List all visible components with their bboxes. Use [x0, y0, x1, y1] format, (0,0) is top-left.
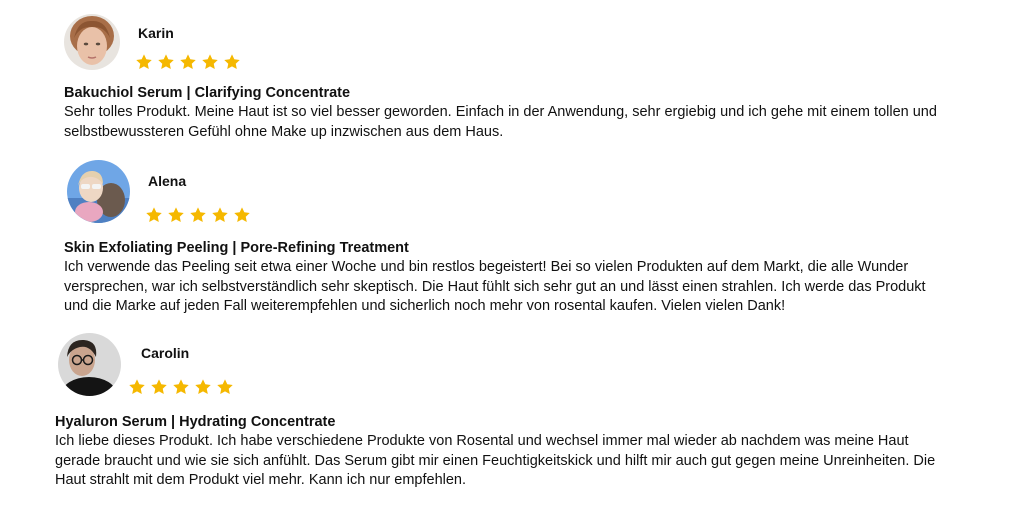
star-icon — [223, 53, 241, 71]
star-icon — [189, 206, 207, 224]
star-icon — [128, 378, 146, 396]
reviewer-name: Carolin — [141, 345, 190, 361]
avatar — [64, 14, 120, 70]
avatar-photo-karin — [64, 14, 120, 70]
star-icon — [201, 53, 219, 71]
star-rating — [128, 378, 234, 396]
star-rating — [145, 206, 251, 224]
reviewer-name: Alena — [148, 173, 187, 189]
star-icon — [216, 378, 234, 396]
avatar-photo-carolin — [58, 333, 121, 396]
star-rating — [135, 53, 241, 71]
product-title: Bakuchiol Serum | Clarifying Concentrate — [64, 85, 351, 101]
star-icon — [157, 53, 175, 71]
review-text: Sehr tolles Produkt. Meine Haut ist so viel besser geworden. Einfach in der Anwendung, sehr ergiebig und ich gehe mit einem tollen und selbstbewussteren Gefühl ohne Make up inzwischen aus dem Haus. — [64, 104, 937, 140]
star-icon — [179, 53, 197, 71]
star-icon — [150, 378, 168, 396]
reviewer-name: Karin — [138, 25, 174, 41]
star-icon — [233, 206, 251, 224]
star-icon — [145, 206, 163, 224]
avatar-photo-alena — [67, 160, 130, 223]
product-title: Hyaluron Serum | Hydrating Concentrate — [55, 414, 336, 430]
star-icon — [135, 53, 153, 71]
star-icon — [194, 378, 212, 396]
review-text: Ich verwende das Peeling seit etwa einer Woche und bin restlos begeistert! Bei so vielen Produkten auf dem Markt, die alle Wunder versprechen, war ich selbstverständlich sehr skeptisch. Die Haut fühlt sich sehr gut an und lässt einen strahlen. Ich werde das Produkt und die Marke auf jeden Fall weiterempfehlen und sicherlich noch mehr von rosental kaufen. Vielen vielen Dank! — [64, 259, 926, 314]
product-title: Skin Exfoliating Peeling | Pore-Refining Treatment — [64, 240, 409, 256]
star-icon — [211, 206, 229, 224]
avatar — [67, 160, 130, 223]
avatar — [58, 333, 121, 396]
star-icon — [172, 378, 190, 396]
star-icon — [167, 206, 185, 224]
review-text: Ich liebe dieses Produkt. Ich habe verschiedene Produkte von Rosental und wechsel immer mal wieder ab nachdem was meine Haut gerade braucht und wie sie sich anfühlt. Das Serum gibt mir einen Feuchtigkeitskick und hilft mir auch gut gegen meine Unreinheiten. Die Haut strahlt mit dem Produkt viel mehr. Kann ich nur empfehlen. — [55, 433, 936, 488]
